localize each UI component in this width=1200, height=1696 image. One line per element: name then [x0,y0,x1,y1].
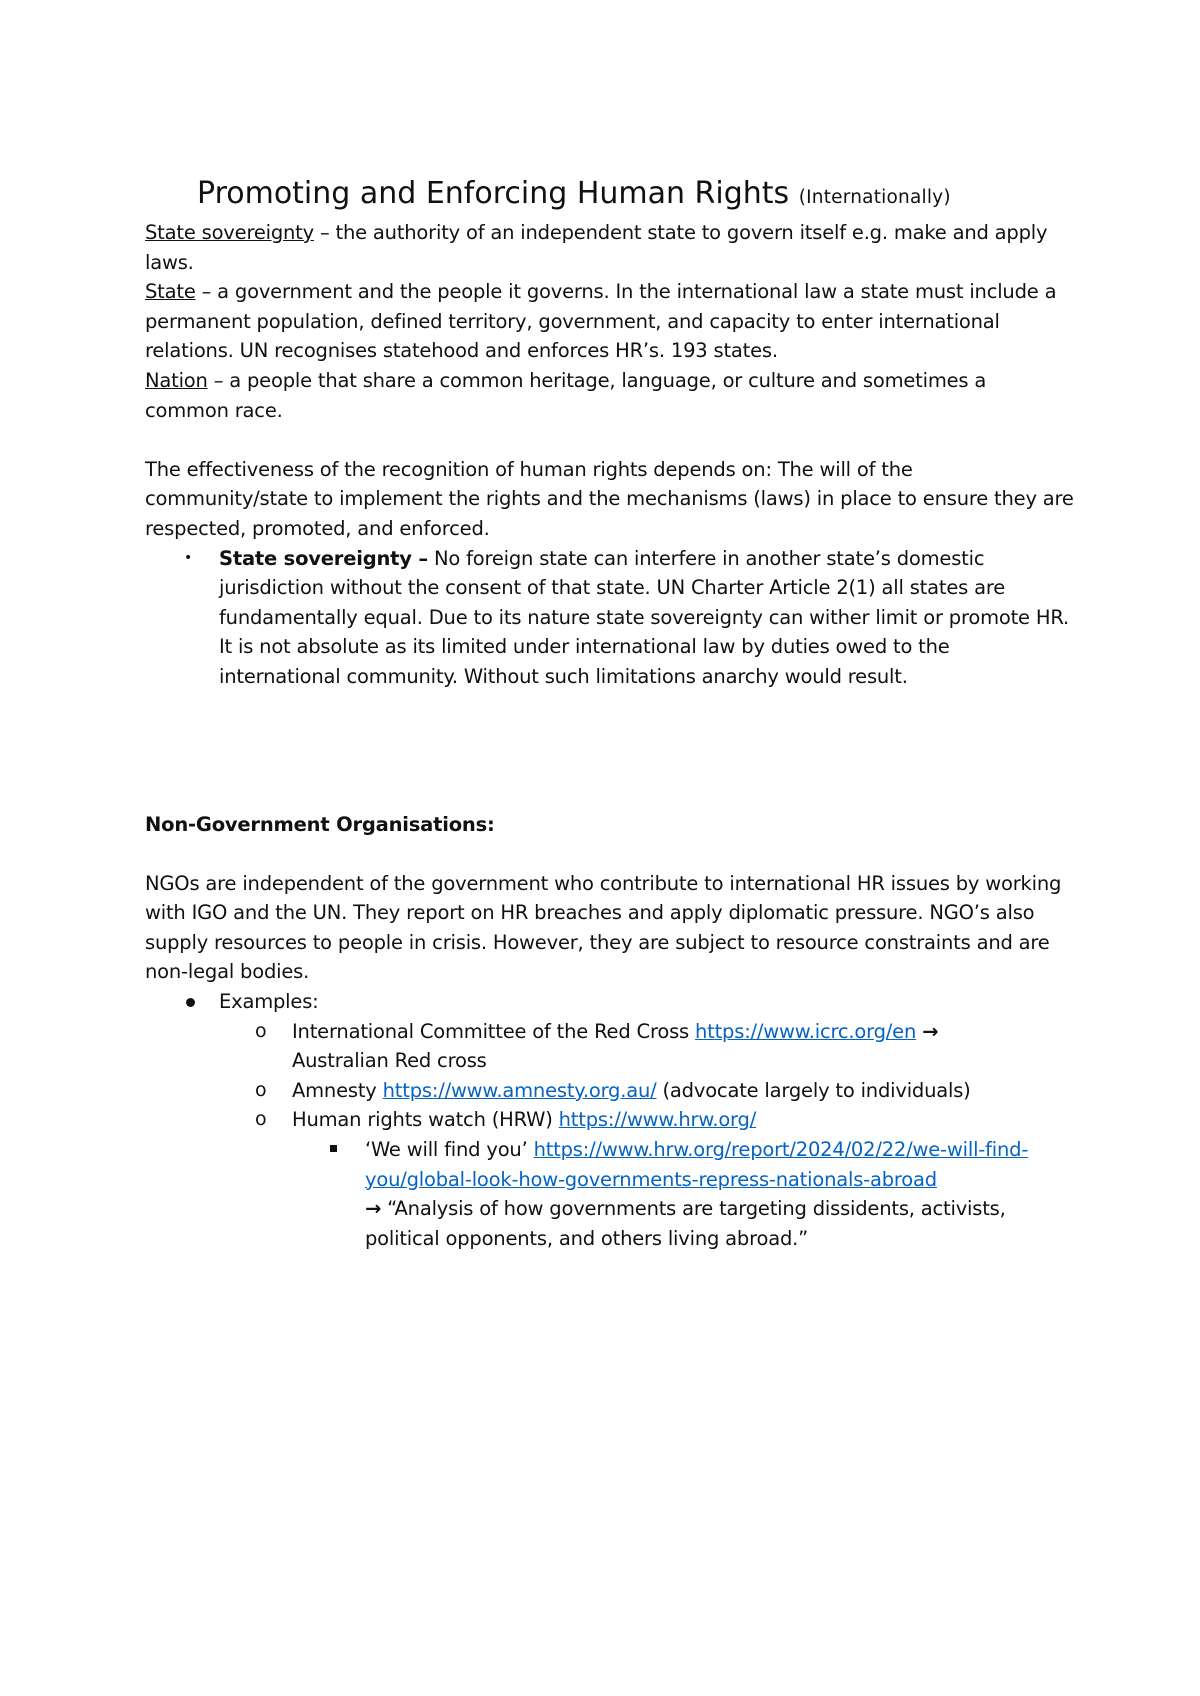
ngo-paragraph: NGOs are independent of the government who contribute to international HR issues by working with IGO and the UN. They report on HR breaches and apply diplomatic pressure. NGO’s also supply resources to people in crisis. However, they are subject to resource constraints and are non-legal bodies. [145,871,1062,984]
definition-term: State [145,280,196,304]
effectiveness-paragraph: The effectiveness of the recognition of human rights depends on: The will of the community/state to implement the rights and the mechanisms (laws) in place to ensure they are respected, promoted, and enforced. [145,457,1074,540]
definition-text: – a people that share a common heritage, language, or culture and sometimes a common race. [145,368,987,422]
bullet-icon: • [184,549,193,566]
example-hrw [145,1105,1075,1135]
examples-item [145,987,1075,1017]
definition-text: – a government and the people it governs. In the international law a state must include a permanent population, defined territory, government, and capacity to enter international relations. UN recognises statehood and enforces HR’s. 193 states. [145,280,1057,363]
example-after: Australian Red cross [292,1049,487,1073]
hrw-link[interactable]: https://www.hrw.org/ [558,1108,757,1132]
bullet-circle-icon: o [255,1108,267,1131]
hrw-report-link[interactable]: https://www.hrw.org/report/2024/02/22/we-will-find-you/global-look-how-governments-repress-nationals-abroad [365,1138,1029,1191]
definition-text: – the authority of an independent state to govern itself e.g. make and apply laws. [145,221,1048,274]
spacer [145,425,1075,455]
bullet-square-icon [330,1145,337,1152]
title-main: Promoting and Enforcing Human Rights [197,176,790,211]
bullet-term: State sovereignty – [219,546,428,570]
document-body [145,174,1075,1253]
bullet-dot-icon [186,998,195,1007]
report-name: ‘We will find you’ [365,1138,534,1162]
example-icrc [145,1017,1075,1076]
definition-state-sovereignty [145,218,1075,277]
hrw-report-item [145,1135,1075,1253]
bullet-circle-icon: o [255,1019,267,1042]
example-name: Human rights watch (HRW) [292,1108,559,1132]
definition-term: State sovereignty [145,221,314,244]
example-name: International Committee of the Red Cross [292,1019,695,1043]
example-after: (advocate largely to individuals) [656,1078,971,1102]
spacer [145,692,1075,810]
example-amnesty [145,1076,1075,1106]
bullet-circle-icon: o [255,1078,267,1101]
icrc-link[interactable]: https://www.icrc.org/en [695,1019,917,1043]
report-quote: “Analysis of how governments are targeting dissidents, activists, political opponents, and others living abroad.” [365,1197,1006,1250]
definition-state [145,277,1075,366]
arrow-right-icon: → [365,1197,382,1221]
sovereignty-bullet [145,544,1075,692]
page-title [197,174,1075,218]
title-subtitle: (Internationally) [798,187,951,208]
definition-nation [145,366,1075,425]
spacer [145,839,1075,869]
amnesty-link[interactable]: https://www.amnesty.org.au/ [382,1078,657,1102]
arrow-right-icon: → [922,1019,939,1043]
examples-label: Examples: [219,990,319,1014]
example-name: Amnesty [292,1078,383,1102]
ngo-heading: Non-Government Organisations: [145,812,495,836]
definition-term: Nation [145,368,208,392]
bullet-text: No foreign state can interfere in another state’s domestic jurisdiction without the consent of that state. UN Charter Article 2(1) all states are fundamentally equal. Due to its nature state sovereignty can wither limit or promote HR. It is not absolute as its limited under international law by duties owed to the international community. Without such limitations anarchy would result. [219,546,1069,688]
